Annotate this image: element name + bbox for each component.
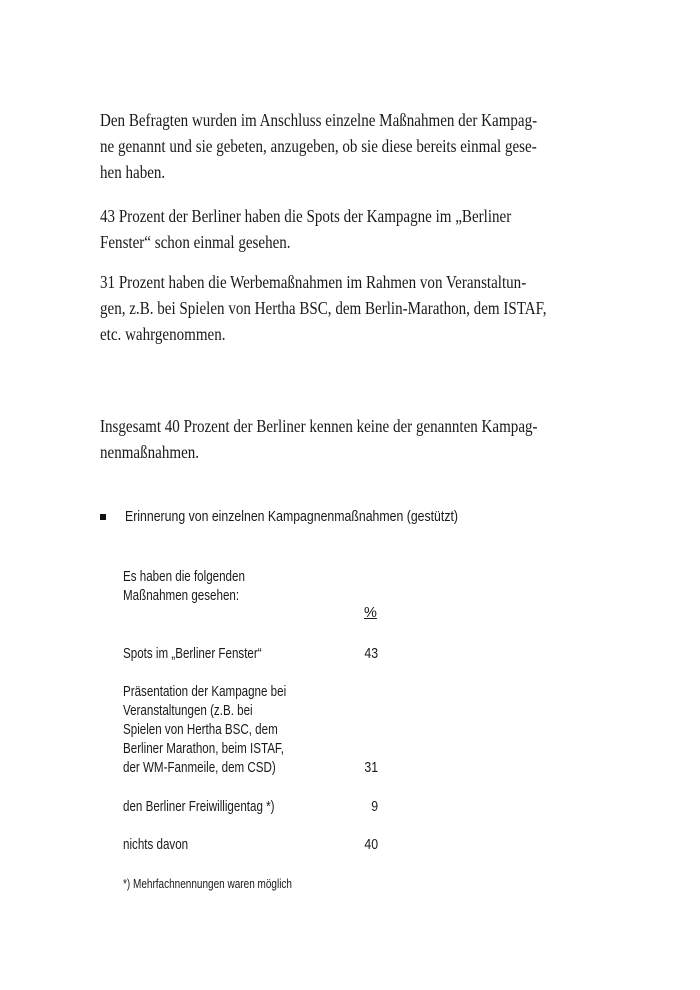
table-row <box>123 683 327 778</box>
row-value: 9 <box>371 799 378 815</box>
row-value: 40 <box>364 837 378 853</box>
row-value: 43 <box>364 646 378 662</box>
bullet-icon <box>100 514 106 520</box>
row-label: Spots im „Berliner Fenster“ <box>123 646 262 662</box>
row-label: den Berliner Freiwilligentag *) <box>123 799 275 815</box>
paragraph-line: 31 Prozent haben die Werbemaßnahmen im Rahmen von Veranstaltun- <box>100 272 527 292</box>
footnote: *) Mehrfachnennungen waren möglich <box>123 877 292 891</box>
paragraph-line: nenmaßnahmen. <box>100 442 200 462</box>
row-label: der WM-Fanmeile, dem CSD) <box>123 760 276 776</box>
percent-column-header: % <box>364 605 377 621</box>
table-row <box>123 798 312 817</box>
table-intro <box>123 568 275 606</box>
section-heading-text: Erinnerung von einzelnen Kampagnenmaßnahmen (gestützt) <box>125 508 458 525</box>
row-label: Präsentation der Kampagne bei <box>123 684 287 700</box>
paragraph-insgesamt <box>100 413 538 465</box>
paragraph-intro <box>100 107 538 185</box>
section-heading <box>100 508 531 525</box>
row-value: 31 <box>364 760 378 776</box>
table-row <box>123 836 204 855</box>
paragraph-line: 43 Prozent der Berliner haben die Spots der Kampagne im „Berliner <box>100 206 512 226</box>
row-label: Veranstaltungen (z.B. bei <box>123 703 253 719</box>
row-label: nichts davon <box>123 837 189 853</box>
paragraph-berliner-fenster <box>100 203 530 255</box>
paragraph-veranstaltungen <box>100 269 547 347</box>
paragraph-line: Den Befragten wurden im Anschluss einzelne Maßnahmen der Kampag- <box>100 110 538 130</box>
paragraph-line: Insgesamt 40 Prozent der Berliner kennen keine der genannten Kampag- <box>100 416 538 436</box>
paragraph-line: Fenster“ schon einmal gesehen. <box>100 232 291 252</box>
table-intro-line: Maßnahmen gesehen: <box>123 588 240 604</box>
paragraph-line: ne genannt und sie gebeten, anzugeben, ob sie diese bereits einmal gese- <box>100 136 537 156</box>
paragraph-line: etc. wahrgenommen. <box>100 324 226 344</box>
row-label: Spielen von Hertha BSC, dem <box>123 722 278 738</box>
paragraph-line: hen haben. <box>100 162 166 182</box>
row-label: Berliner Marathon, beim ISTAF, <box>123 741 284 757</box>
paragraph-line: gen, z.B. bei Spielen von Hertha BSC, dem Berlin-Marathon, dem ISTAF, <box>100 298 547 318</box>
table-intro-line: Es haben die folgenden <box>123 569 245 585</box>
table-row <box>123 645 296 664</box>
